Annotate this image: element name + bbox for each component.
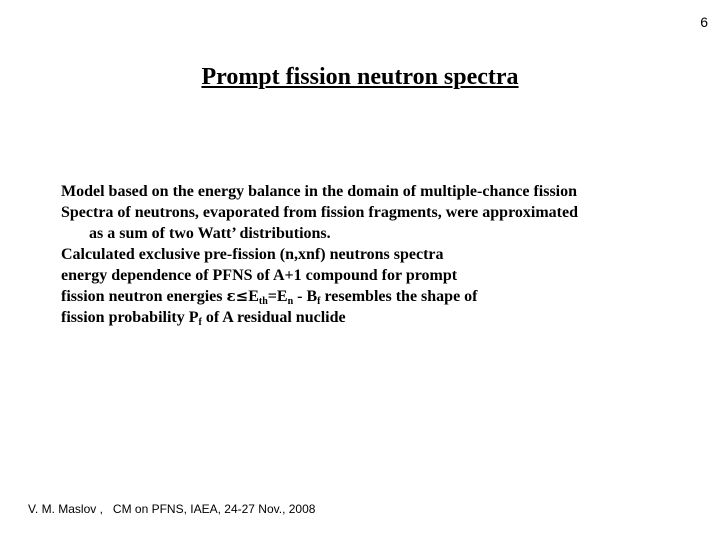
body-line-3: as a sum of two Watt’ distributions. [89,225,331,242]
subscript-n: n [287,296,294,307]
body-line-7 [61,307,681,328]
slide-body [61,181,681,328]
subscript-th: th [258,296,268,307]
less-equal-symbol: ≤ [235,287,249,305]
epsilon-symbol: ε [226,287,236,305]
subscript-pf: f [198,317,202,328]
body-line-7-suffix: of A residual nuclide [201,309,346,326]
equals-e-n: =E [267,288,288,305]
body-line-6-suffix: resembles the shape of [320,288,478,305]
body-line-6 [61,286,681,307]
minus-b-f: - B [293,288,318,305]
page-number: 6 [700,14,708,30]
body-line-1: Model based on the energy balance in the domain of multiple-chance fission [61,183,578,200]
body-line-6-prefix: fission neutron energies [61,288,227,305]
body-line-4: Calculated exclusive pre-fission (n,xnf) neutrons spectra [61,246,444,263]
slide-title: Prompt fission neutron spectra [201,64,519,90]
energy-e-th: E [248,288,259,305]
body-line-5: energy dependence of PFNS of A+1 compound for prompt [61,267,458,284]
body-line-7-prefix: fission probability P [61,309,199,326]
body-line-2: Spectra of neutrons, evaporated from fission fragments, were approximated [61,204,578,221]
footer-credit: V. M. Maslov , CM on PFNS, IAEA, 24-27 Nov., 2008 [28,502,316,516]
subscript-f: f [317,296,321,307]
